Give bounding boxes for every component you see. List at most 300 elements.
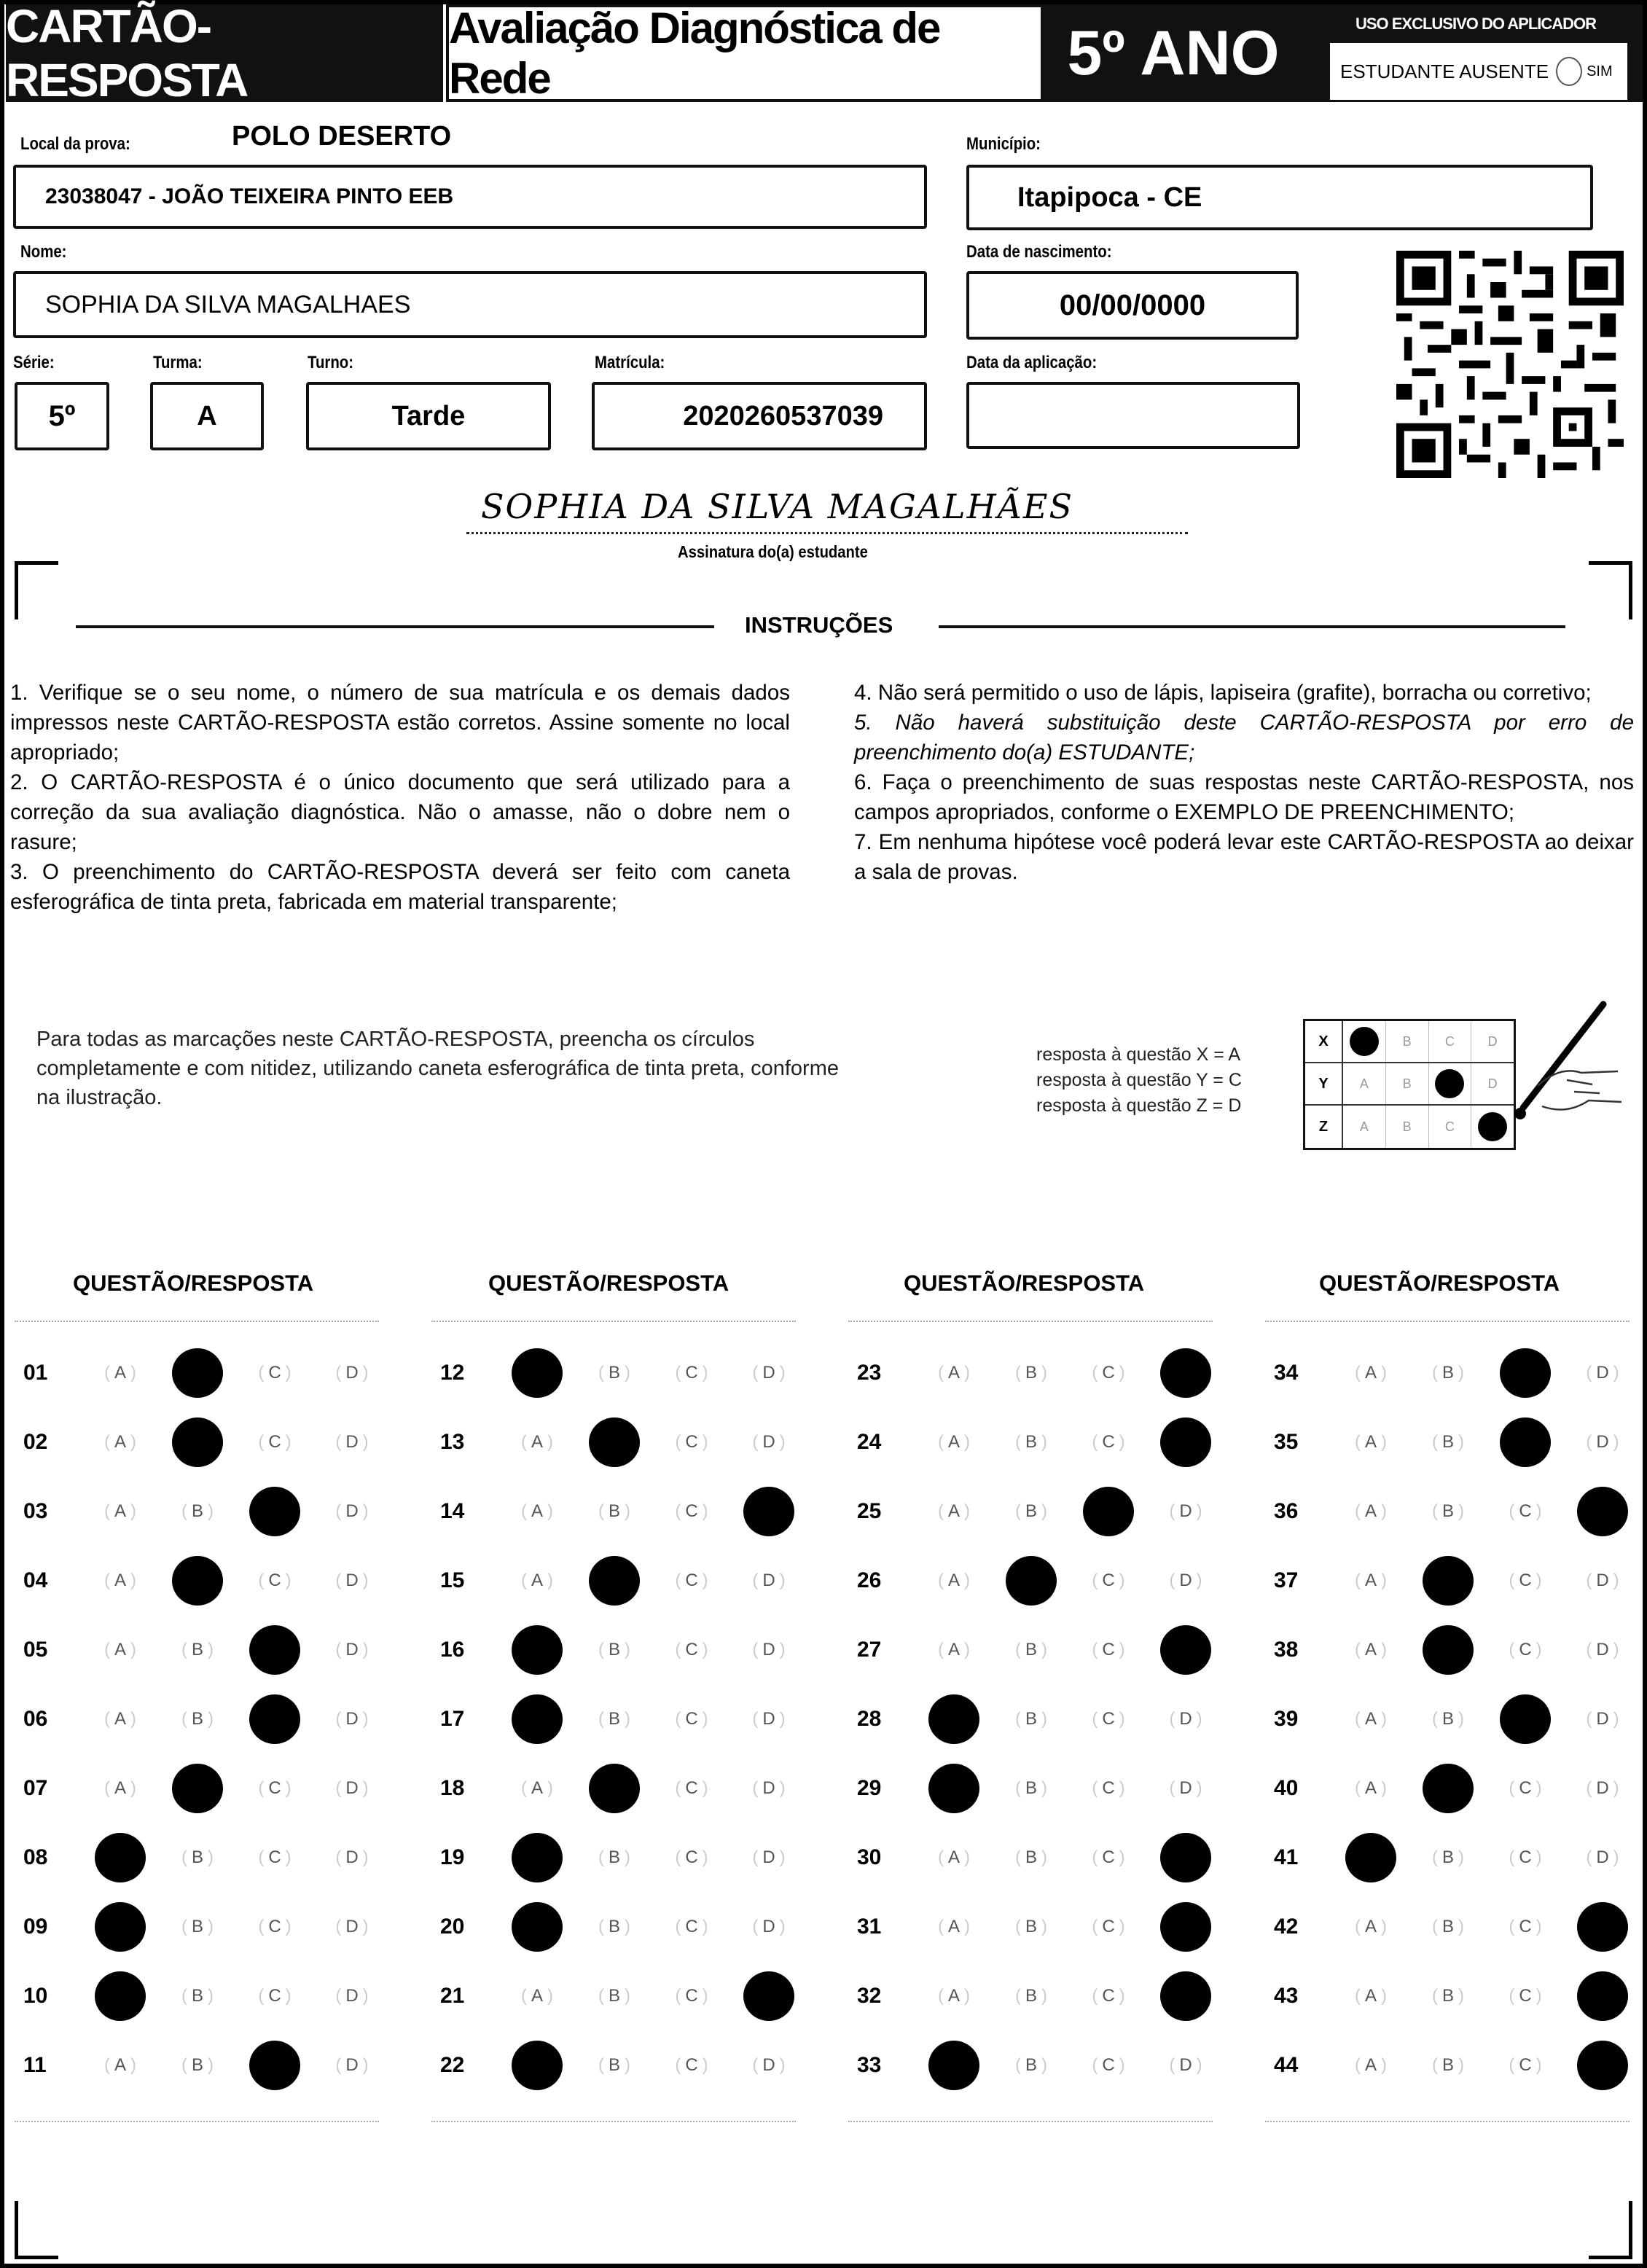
option-letter: ( D ) [1586,1640,1619,1660]
answer-option[interactable] [82,1348,159,1399]
answer-option[interactable] [236,1694,313,1745]
question-row [1271,1338,1647,1408]
option-letter: ( C ) [675,1847,708,1868]
answer-option[interactable] [1332,1763,1409,1814]
answer-option[interactable] [730,1694,807,1745]
option-letter: ( A ) [104,1363,136,1383]
option-letter: ( C ) [675,1363,708,1383]
answer-option[interactable] [915,1555,993,1606]
option-letter: ( B ) [1015,1640,1047,1660]
option-letter: ( C ) [1509,1986,1541,2006]
option-letter: ( B ) [1432,1501,1464,1522]
answer-option[interactable] [915,1694,993,1745]
question-number: 18 [440,1776,465,1800]
filled-bubble[interactable] [1160,1418,1211,1467]
answer-option[interactable] [1332,1486,1409,1537]
answer-option[interactable] [1332,1971,1409,2022]
answer-option[interactable] [993,1901,1070,1952]
absent-bubble[interactable] [1556,57,1582,86]
answer-option[interactable] [1332,1348,1409,1399]
answer-option[interactable] [1070,1417,1147,1468]
turma-label: Turma: [153,353,203,372]
answer-option[interactable] [236,1348,313,1399]
answer-option[interactable] [498,1348,576,1399]
answer-option[interactable] [159,1763,236,1814]
answer-option[interactable] [1070,1624,1147,1675]
answer-option[interactable] [1147,1486,1224,1537]
filled-bubble[interactable] [1423,1764,1474,1813]
answer-option[interactable] [1487,1486,1564,1537]
answer-option[interactable] [236,1417,313,1468]
answer-option[interactable] [576,1694,653,1745]
answer-option[interactable] [576,1624,653,1675]
answer-option[interactable] [1487,1624,1564,1675]
answer-option[interactable] [236,1624,313,1675]
answer-option[interactable] [993,1624,1070,1675]
answer-option[interactable] [1564,1971,1641,2022]
answer-option[interactable] [498,1971,576,2022]
question-row [854,1961,1233,2031]
answer-option[interactable] [498,1832,576,1883]
filled-bubble[interactable] [743,1487,794,1536]
filled-bubble[interactable] [512,1902,563,1952]
aplicacao-field [966,382,1300,449]
filled-bubble[interactable] [1345,1833,1396,1882]
answer-option[interactable] [1332,1694,1409,1745]
filled-bubble[interactable] [928,1764,979,1813]
answer-option[interactable] [730,1901,807,1952]
answer-option[interactable] [236,1901,313,1952]
answer-option[interactable] [576,1417,653,1468]
answer-option[interactable] [1332,1624,1409,1675]
filled-bubble[interactable] [172,1556,223,1606]
question-number: 12 [440,1361,465,1385]
question-row [437,1823,816,1893]
answer-option[interactable] [576,1763,653,1814]
answer-option[interactable] [730,1971,807,2022]
answer-option[interactable] [993,1555,1070,1606]
answer-option[interactable] [236,1486,313,1537]
answer-option[interactable] [1147,1555,1224,1606]
filled-bubble[interactable] [249,1487,300,1536]
question-row [20,1892,399,1962]
option-letter: ( D ) [335,1363,368,1383]
answer-option[interactable] [159,1901,236,1952]
answer-option[interactable] [576,1555,653,1606]
option-letter: ( C ) [675,1917,708,1937]
answer-option[interactable] [1487,1901,1564,1952]
answer-option[interactable] [1487,1763,1564,1814]
answer-option[interactable] [236,1763,313,1814]
answer-option[interactable] [1564,1555,1641,1606]
answer-option[interactable] [1332,1832,1409,1883]
answer-option[interactable] [915,1624,993,1675]
answer-option[interactable] [1147,1694,1224,1745]
answer-option[interactable] [653,1417,730,1468]
answer-option[interactable] [653,1763,730,1814]
absent-student-checkbox[interactable] [1328,41,1630,102]
option-letter: ( D ) [335,1709,368,1729]
answer-option[interactable] [1070,1832,1147,1883]
answer-option[interactable] [313,1555,391,1606]
option-letter: ( B ) [598,2055,630,2076]
answer-option[interactable] [159,1832,236,1883]
answer-option[interactable] [498,1624,576,1675]
answer-option[interactable] [82,1901,159,1952]
answer-option[interactable] [313,1486,391,1537]
answer-option[interactable] [1409,1555,1487,1606]
answer-option[interactable] [82,1971,159,2022]
filled-bubble[interactable] [172,1764,223,1813]
answer-option[interactable] [993,1348,1070,1399]
question-number: 43 [1274,1984,1299,2008]
option-letter: ( B ) [1432,1917,1464,1937]
answer-option[interactable] [576,1901,653,1952]
answer-option[interactable] [1070,1763,1147,1814]
answer-option[interactable] [653,1348,730,1399]
answer-option[interactable] [993,1971,1070,2022]
option-letter: ( C ) [675,1709,708,1729]
filled-bubble[interactable] [928,2041,979,2090]
answer-option[interactable] [1147,1901,1224,1952]
instructions-title: INSTRUÇÕES [745,612,893,638]
answer-option[interactable] [159,1694,236,1745]
answer-option[interactable] [1070,2040,1147,2091]
answer-option[interactable] [730,1763,807,1814]
answer-option[interactable] [1409,1763,1487,1814]
answer-option[interactable] [159,1624,236,1675]
answer-option[interactable] [993,2040,1070,2091]
option-letter: ( A ) [104,1501,136,1522]
answer-option[interactable] [915,1971,993,2022]
answer-option[interactable] [498,1486,576,1537]
filled-bubble[interactable] [1500,1348,1551,1398]
answer-option[interactable] [498,1901,576,1952]
answer-option[interactable] [1564,1486,1641,1537]
filled-bubble[interactable] [95,1971,146,2021]
filled-bubble[interactable] [172,1348,223,1398]
filled-bubble[interactable] [1423,1625,1474,1675]
question-number: 42 [1274,1915,1299,1939]
filled-bubble[interactable] [249,1625,300,1675]
answer-option[interactable] [915,1832,993,1883]
answer-option[interactable] [730,1348,807,1399]
answer-option[interactable] [498,1694,576,1745]
answer-option[interactable] [915,1901,993,1952]
question-row [854,1892,1233,1962]
question-row [20,1338,399,1408]
filled-bubble[interactable] [512,1833,563,1882]
filled-bubble[interactable] [172,1418,223,1467]
answer-option[interactable] [1487,1832,1564,1883]
answer-option[interactable] [313,1624,391,1675]
answer-option[interactable] [1147,1971,1224,2022]
filled-bubble[interactable] [1006,1556,1057,1606]
filled-bubble[interactable] [95,1902,146,1952]
filled-bubble[interactable] [1083,1487,1134,1536]
answer-option[interactable] [915,1417,993,1468]
filled-bubble[interactable] [1500,1418,1551,1467]
answer-option[interactable] [1564,1694,1641,1745]
answer-option[interactable] [1487,1971,1564,2022]
option-letter: ( A ) [104,1571,136,1591]
filled-bubble[interactable] [512,1625,563,1675]
question-number: 23 [857,1361,882,1385]
question-row [437,1892,816,1962]
question-number: 41 [1274,1845,1299,1869]
option-letter: ( C ) [675,1640,708,1660]
answer-option[interactable] [82,1832,159,1883]
answer-option[interactable] [1070,1694,1147,1745]
question-number: 17 [440,1707,465,1731]
pen-icon [1472,998,1625,1144]
answer-option[interactable] [1070,1348,1147,1399]
answer-option[interactable] [236,1555,313,1606]
option-letter: ( B ) [181,1640,214,1660]
local-label: Local da prova: [20,134,130,154]
answer-option[interactable] [82,2040,159,2091]
filled-bubble[interactable] [1160,1971,1211,2021]
answer-option[interactable] [653,1901,730,1952]
answer-option[interactable] [653,1555,730,1606]
answer-option[interactable] [1409,2040,1487,2091]
answer-option[interactable] [730,1832,807,1883]
answer-option[interactable] [993,1763,1070,1814]
answer-option[interactable] [993,1417,1070,1468]
answer-option[interactable] [82,1694,159,1745]
answer-option[interactable] [498,1417,576,1468]
answer-option[interactable] [653,1694,730,1745]
answer-option[interactable] [1147,1763,1224,1814]
local-value: 23038047 - JOÃO TEIXEIRA PINTO EEB [45,184,454,208]
turma-field [150,382,264,450]
answer-option[interactable] [313,1694,391,1745]
answer-option[interactable] [915,1486,993,1537]
option-letter: ( A ) [104,1709,136,1729]
answer-option[interactable] [313,1832,391,1883]
answer-option[interactable] [1487,1417,1564,1468]
answer-option[interactable] [159,1486,236,1537]
question-row [20,2030,399,2100]
answer-option[interactable] [313,1763,391,1814]
option-letter: ( D ) [1169,1501,1202,1522]
local-polo: POLO DESERTO [232,121,452,152]
answer-option[interactable] [1070,1486,1147,1537]
filled-bubble[interactable] [589,1556,640,1606]
question-row [1271,1961,1647,2031]
answer-option[interactable] [159,1555,236,1606]
answer-option[interactable] [653,2040,730,2091]
answer-option[interactable] [236,2040,313,2091]
answer-option[interactable] [576,2040,653,2091]
answer-option[interactable] [82,1417,159,1468]
filled-bubble[interactable] [1160,1833,1211,1882]
answer-option[interactable] [1147,1624,1224,1675]
filled-bubble[interactable] [743,1971,794,2021]
option-letter: ( B ) [598,1917,630,1937]
answer-option[interactable] [653,1971,730,2022]
answer-option[interactable] [82,1486,159,1537]
answer-option[interactable] [1409,1971,1487,2022]
answer-option[interactable] [1409,1624,1487,1675]
answer-option[interactable] [1564,1624,1641,1675]
option-letter: ( D ) [752,1917,785,1937]
answer-option[interactable] [1564,1348,1641,1399]
question-row [1271,2030,1647,2100]
answers-column-header: QUESTÃO/RESPOSTA [904,1270,1145,1296]
answer-option[interactable] [159,1417,236,1468]
option-letter: ( D ) [752,1847,785,1868]
filled-bubble[interactable] [1577,1902,1628,1952]
answer-option[interactable] [159,2040,236,2091]
answer-option[interactable] [730,1555,807,1606]
answer-option[interactable] [1409,1417,1487,1468]
answer-option[interactable] [1070,1901,1147,1952]
filled-bubble[interactable] [589,1764,640,1813]
answer-option[interactable] [1564,1832,1641,1883]
answer-option[interactable] [993,1486,1070,1537]
filled-bubble[interactable] [1577,2041,1628,2090]
option-letter: ( B ) [598,1709,630,1729]
answer-option[interactable] [313,1901,391,1952]
answer-option[interactable] [576,1486,653,1537]
question-number: 39 [1274,1707,1299,1731]
example-cell [1429,1063,1472,1104]
answer-option[interactable] [993,1832,1070,1883]
answer-option[interactable] [82,1555,159,1606]
answer-option[interactable] [313,2040,391,2091]
filled-bubble[interactable] [1160,1348,1211,1398]
option-letter: ( A ) [1355,1501,1387,1522]
answer-option[interactable] [82,1624,159,1675]
question-number: 35 [1274,1430,1299,1454]
answer-option[interactable] [1147,1348,1224,1399]
answer-option[interactable] [730,1486,807,1537]
answer-option[interactable] [653,1486,730,1537]
option-letter: ( C ) [1092,1432,1124,1452]
option-letter: ( D ) [1586,1432,1619,1452]
answer-option[interactable] [1332,1417,1409,1468]
question-row [854,1338,1233,1408]
municipio-field [966,165,1593,230]
answer-option[interactable] [236,1971,313,2022]
filled-bubble[interactable] [1423,1556,1474,1606]
matricula-field [592,382,927,450]
answer-option[interactable] [1070,1555,1147,1606]
fill-instructions-note: Para todas as marcações neste CARTÃO-RESPOSTA, preencha os círculos completamente e com nitidez, utilizando caneta esferográfica de tinta preta, conforme na ilustração. [36,1028,839,1109]
answer-option[interactable] [159,1348,236,1399]
answer-option[interactable] [159,1971,236,2022]
filled-bubble[interactable] [589,1418,640,1467]
filled-bubble[interactable] [928,1694,979,1744]
filled-bubble[interactable] [512,2041,563,2090]
answer-option[interactable] [730,1417,807,1468]
answer-option[interactable] [1409,1348,1487,1399]
option-letter: ( B ) [181,1501,214,1522]
filled-bubble[interactable] [512,1694,563,1744]
answer-option[interactable] [1487,2040,1564,2091]
option-letter: ( A ) [521,1571,553,1591]
answer-option[interactable] [576,1348,653,1399]
filled-bubble[interactable] [1500,1694,1551,1744]
answer-option[interactable] [498,1555,576,1606]
option-letter: ( B ) [598,1986,630,2006]
answer-option[interactable] [915,1763,993,1814]
answer-option[interactable] [576,1832,653,1883]
instruction-1: 1. Verifique se o seu nome, o número de sua matrícula e os demais dados impressos neste CARTÃO-RESPOSTA estão corretos. Assine somente no local apropriado; [10,681,790,765]
question-row [20,1477,399,1546]
option-letter: ( C ) [1092,1571,1124,1591]
filled-bubble[interactable] [1577,1487,1628,1536]
option-letter: ( C ) [1092,1640,1124,1660]
filled-bubble[interactable] [1160,1902,1211,1952]
option-letter: ( B ) [181,1986,214,2006]
answer-option[interactable] [1487,1694,1564,1745]
answer-option[interactable] [1564,1763,1641,1814]
filled-bubble[interactable] [512,1348,563,1398]
answer-option[interactable] [730,1624,807,1675]
option-letter: ( C ) [258,1571,291,1591]
filled-bubble[interactable] [1160,1625,1211,1675]
answer-option[interactable] [498,1763,576,1814]
answer-option[interactable] [313,1348,391,1399]
municipio-label: Município: [966,134,1041,154]
answer-option[interactable] [498,2040,576,2091]
filled-bubble[interactable] [249,1694,300,1744]
answer-option[interactable] [653,1624,730,1675]
answer-option[interactable] [1147,1417,1224,1468]
option-letter: ( B ) [1432,1363,1464,1383]
answer-option[interactable] [1487,1555,1564,1606]
answer-option[interactable] [1147,1832,1224,1883]
answer-option[interactable] [1409,1694,1487,1745]
answer-option[interactable] [993,1694,1070,1745]
answer-option[interactable] [653,1832,730,1883]
answer-option[interactable] [236,1832,313,1883]
answer-option[interactable] [1409,1832,1487,1883]
answer-option[interactable] [1332,1901,1409,1952]
answer-option[interactable] [1070,1971,1147,2022]
option-letter: ( D ) [1586,1778,1619,1799]
answer-option[interactable] [82,1763,159,1814]
answer-option[interactable] [915,2040,993,2091]
answer-option[interactable] [1147,2040,1224,2091]
answer-option[interactable] [1332,1555,1409,1606]
absent-option: SIM [1587,63,1613,79]
question-row [854,1823,1233,1893]
option-letter: ( B ) [1432,1986,1464,2006]
filled-bubble[interactable] [1577,1971,1628,2021]
answer-option[interactable] [915,1348,993,1399]
matricula-value: 2020260537039 [683,400,883,431]
answer-option[interactable] [313,1417,391,1468]
answer-option[interactable] [1487,1348,1564,1399]
answer-option[interactable] [313,1971,391,2022]
answer-option[interactable] [730,2040,807,2091]
filled-bubble[interactable] [249,2041,300,2090]
answer-option[interactable] [1564,2040,1641,2091]
filled-bubble[interactable] [95,1833,146,1882]
answer-option[interactable] [576,1971,653,2022]
answer-option[interactable] [1409,1486,1487,1537]
answer-option[interactable] [1564,1901,1641,1952]
serie-value: 5º [48,399,76,432]
answer-option[interactable] [1409,1901,1487,1952]
option-letter: ( A ) [521,1778,553,1799]
answer-option[interactable] [1564,1417,1641,1468]
answer-option[interactable] [1332,2040,1409,2091]
option-letter: ( D ) [752,1709,785,1729]
